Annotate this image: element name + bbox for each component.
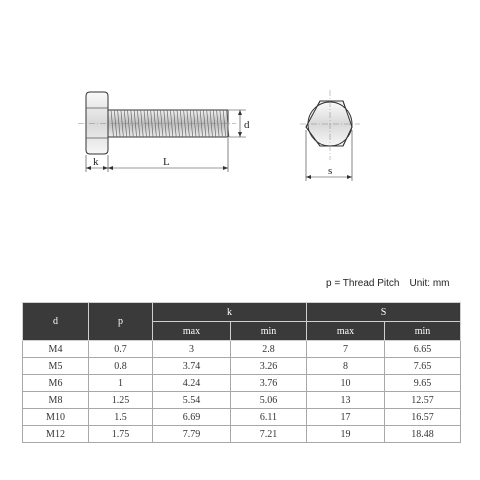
legend-pitch: p = Thread Pitch [326,278,400,289]
cell-s-max: 13 [307,392,385,409]
cell-s-max: 8 [307,358,385,375]
table-row [23,341,461,358]
cell-k-min: 3.76 [231,375,307,392]
cell-k-max: 3.74 [153,358,231,375]
bolt-hex-view [300,90,360,160]
bolt-head [86,92,108,154]
bolt-spec-table [22,302,461,443]
cell-s-min: 9.65 [385,375,461,392]
cell-k-min: 3.26 [231,358,307,375]
cell-s-max: 17 [307,409,385,426]
table-row [23,392,461,409]
header-p: p [89,303,153,341]
cell-k-min: 2.8 [231,341,307,358]
cell-d: M10 [23,409,89,426]
cell-s-min: 12.57 [385,392,461,409]
header-k-min: min [231,322,307,341]
label-s: s [328,165,333,177]
dimension-k [86,155,108,172]
bolt-side-view [78,92,236,154]
header-k-max: max [153,322,231,341]
label-k: k [93,156,99,168]
label-L: L [163,156,170,168]
cell-d: M8 [23,392,89,409]
table-row [23,426,461,443]
header-d: d [23,303,89,341]
table-row [23,375,461,392]
cell-k-max: 5.54 [153,392,231,409]
spec-table-body [23,341,461,443]
cell-d: M5 [23,358,89,375]
header-k: k [153,303,307,322]
cell-d: M4 [23,341,89,358]
cell-k-max: 4.24 [153,375,231,392]
cell-p: 1.5 [89,409,153,426]
cell-s-max: 19 [307,426,385,443]
cell-p: 1 [89,375,153,392]
legend-unit: Unit: mm [409,278,450,289]
cell-d: M6 [23,375,89,392]
cell-s-min: 7.65 [385,358,461,375]
cell-k-max: 3 [153,341,231,358]
legend [326,278,466,289]
cell-k-min: 5.06 [231,392,307,409]
table-row [23,409,461,426]
cell-p: 1.75 [89,426,153,443]
cell-d: M12 [23,426,89,443]
cell-s-min: 16.57 [385,409,461,426]
dimension-L [108,138,228,172]
cell-s-min: 6.65 [385,341,461,358]
cell-p: 0.7 [89,341,153,358]
cell-s-min: 18.48 [385,426,461,443]
cell-p: 0.8 [89,358,153,375]
table-row [23,358,461,375]
cell-k-max: 6.69 [153,409,231,426]
cell-p: 1.25 [89,392,153,409]
header-s: S [307,303,461,322]
header-s-min: min [385,322,461,341]
header-s-max: max [307,322,385,341]
label-d: d [244,119,250,131]
bolt-technical-drawing [0,0,480,200]
cell-k-max: 7.79 [153,426,231,443]
cell-s-max: 7 [307,341,385,358]
cell-k-min: 6.11 [231,409,307,426]
cell-s-max: 10 [307,375,385,392]
cell-k-min: 7.21 [231,426,307,443]
